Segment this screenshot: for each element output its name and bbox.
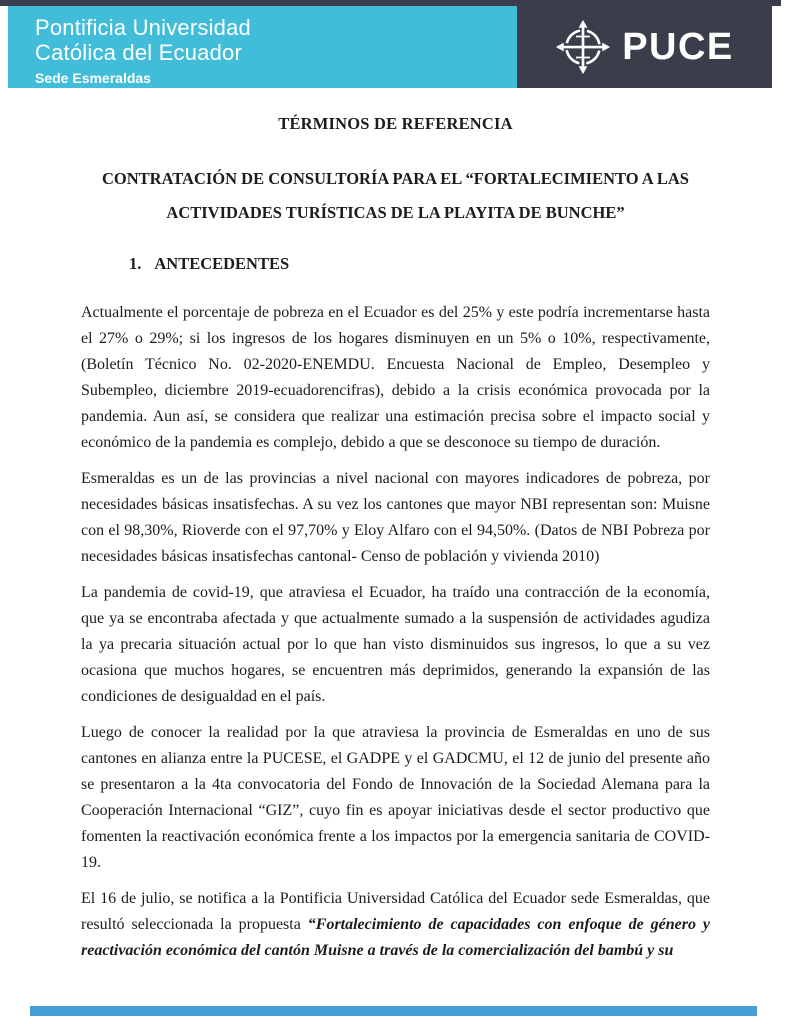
section-title: ANTECEDENTES bbox=[154, 254, 290, 273]
banner-left-margin bbox=[0, 6, 8, 88]
document-body bbox=[81, 88, 710, 974]
paragraph-1: Actualmente el porcentaje de pobreza en el Ecuador es del 25% y este podría incrementarse hasta el 27% o 29%; si los ingresos de los hogares disminuyen en un 5% o 10%, respectivamente, (Boletín Técnico No. 02-2020-ENEMDU. Encuesta Nacional de Empleo, Desempleo y Subempleo, diciembre 2019-ecuadorencifras), debido a la crisis económica provocada por la pandemia. Aun así, se considera que realizar una estimación precisa sobre el impacto social y económico de la pandemia es complejo, debido a que se desconoce su tiempo de duración. bbox=[81, 304, 710, 451]
paragraph-5 bbox=[81, 886, 710, 964]
letterhead bbox=[0, 6, 791, 103]
section-number: 1. bbox=[129, 254, 142, 273]
puce-wordmark: PUCE bbox=[622, 25, 734, 68]
university-name-line1: Pontificia Universidad bbox=[35, 15, 251, 40]
footer-bar bbox=[30, 1006, 757, 1016]
document-subtitle: CONTRATACIÓN DE CONSULTORÍA PARA EL “FORTALECIMIENTO A LAS ACTIVIDADES TURÍSTICAS DE LA PLAYITA DE BUNCHE” bbox=[102, 169, 689, 222]
university-name-line2: Católica del Ecuador bbox=[35, 40, 243, 65]
department-name: Vinculación con la Colectividad bbox=[35, 87, 228, 103]
section-heading-antecedentes bbox=[129, 254, 710, 274]
puce-logo-block bbox=[517, 6, 772, 88]
university-name bbox=[35, 15, 517, 65]
campus-name: Sede Esmeraldas bbox=[35, 70, 151, 86]
puce-compass-icon bbox=[555, 19, 611, 75]
paragraph-5-proposal-title: “Fortalecimiento de capacidades con enfoque de género y reactivación económica del cantón Muisne a través de la comercialización del bambú y su bbox=[81, 916, 710, 959]
university-banner bbox=[8, 6, 517, 103]
paragraph-3: La pandemia de covid-19, que atraviesa el Ecuador, ha traído una contracción de la economía, que ya se encontraba afectada y que actualmente sumado a la suspensión de actividades agudiza la ya precaria situación actual por lo que han visto disminuidos sus ingresos, lo que a su vez ocasiona que muchos hogares, se encuentren más deprimidos, generando la expansión de las condiciones de desigualdad en el país. bbox=[81, 584, 710, 705]
paragraph-2: Esmeraldas es un de las provincias a nivel nacional con mayores indicadores de pobreza, por necesidades básicas insatisfechas. A su vez los cantones que mayor NBI representan son: Muisne con el 98,30%, Rioverde con el 97,70% y Eloy Alfaro con el 94,50%. (Datos de NBI Pobreza por necesidades básicas insatisfechas cantonal- Censo de población y vivienda 2010) bbox=[81, 470, 710, 565]
paragraph-5-normal-text: El 16 de julio, se notifica a la Pontificia Universidad Católica del Ecuador sede Esmeraldas, que resultó seleccionada la propuesta bbox=[81, 890, 710, 933]
paragraph-4: Luego de conocer la realidad por la que atraviesa la provincia de Esmeraldas en uno de sus cantones en alianza entre la PUCESE, el GADPE y el GADCMU, el 12 de junio del presente año se presentaron a la 4ta convocatoria del Fondo de Innovación de la Sociedad Alemana para la Cooperación Internacional “GIZ”, cuyo fin es apoyar iniciativas desde el sector productivo que fomenten la reactivación económica frente a los impactos por la emergencia sanitaria de COVID-19. bbox=[81, 724, 710, 871]
document-title: TÉRMINOS DE REFERENCIA bbox=[278, 114, 513, 133]
